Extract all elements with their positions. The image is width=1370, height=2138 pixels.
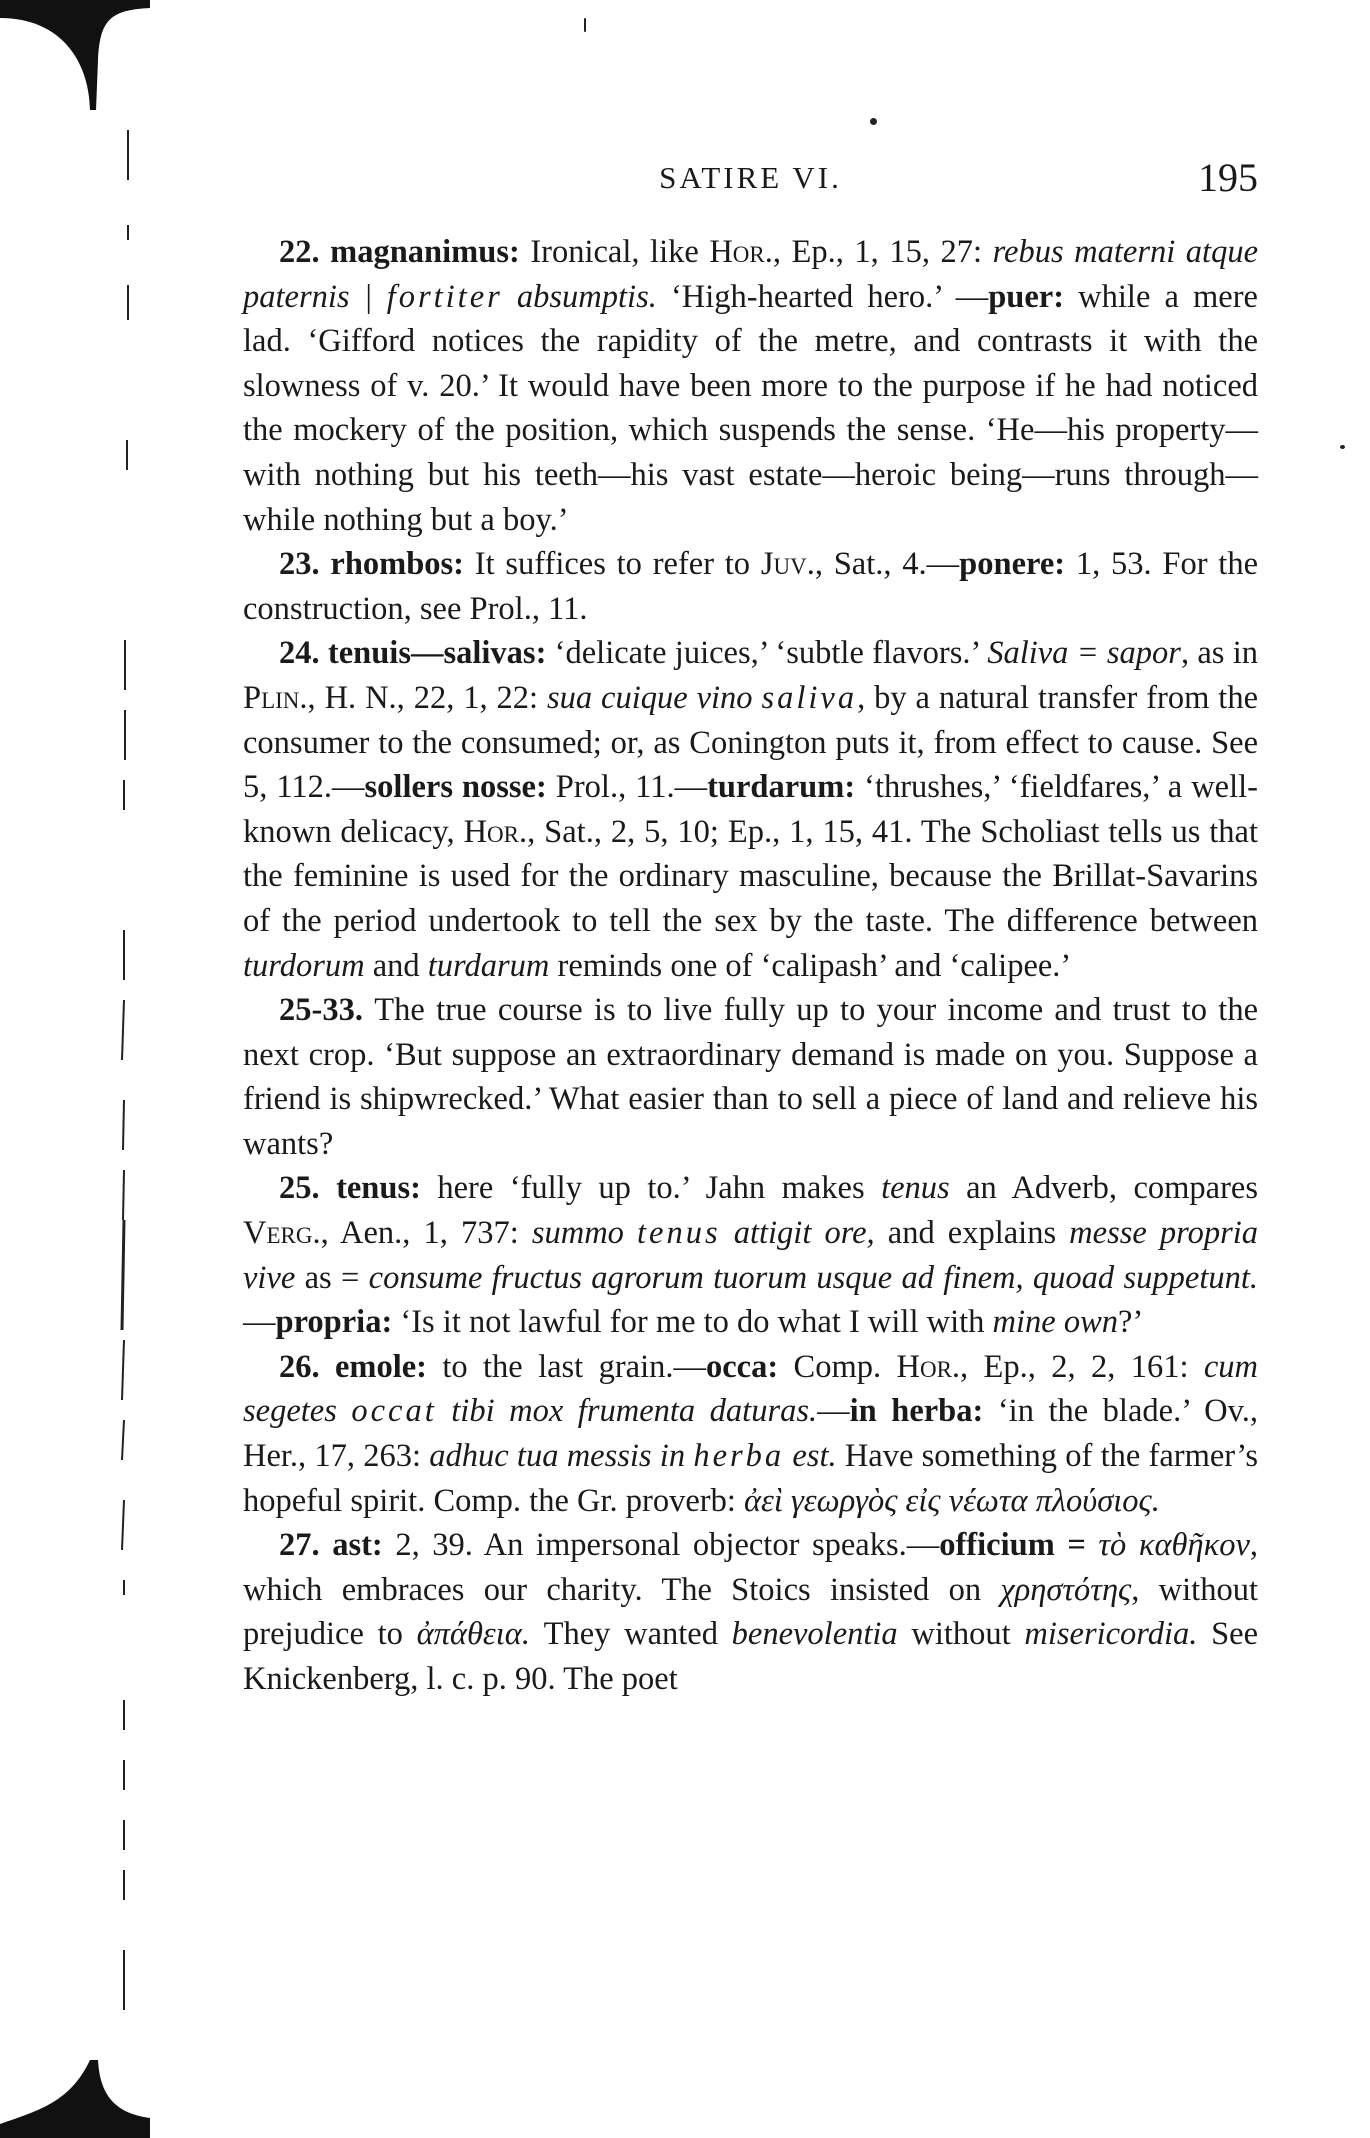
note-text: They wanted [529,1616,732,1653]
author-abbr: Juv. [760,546,815,583]
lemma: puer: [988,278,1079,315]
quotation: sua cuique vino [546,679,762,716]
note-text: to the last grain.— [442,1348,706,1385]
note-text: , Ep., 2, 2, 161: [960,1348,1204,1385]
lemma: 25. tenus: [279,1170,438,1207]
quotation: attigit ore, [720,1215,875,1252]
quotation: fortiter [386,278,503,315]
page-number: 195 [1198,155,1258,200]
note-text: , H. N., 22, 1, 22: [307,679,547,716]
binding-shadow [0,0,150,2138]
note-text: Have something of the farmer’s hopeful spirit. Comp. the Gr. proverb: [243,1438,1258,1519]
note-text: 1, 53. For the construction, see Prol., 11. [243,546,1259,627]
note-text: ‘thrushes,’ ‘fieldfares,’ a well-known delicacy, [243,769,1258,850]
note-text: See Knickenberg, l. c. p. 90. The poet [243,1616,1259,1697]
author-abbr: Verg. [243,1215,321,1252]
quotation: Saliva = sapor [987,635,1181,672]
note-text: ‘Is it not lawful for me to do what I will with [400,1304,993,1341]
quotation: turdarum [427,947,550,984]
lemma: 24. tenuis—salivas: [279,635,555,672]
note-text: here ‘fully up to.’ Jahn makes [437,1170,882,1207]
quotation: cum segetes [243,1348,1258,1430]
note-text: Ironical, like [530,234,710,270]
page-header [243,155,1258,210]
quotation: τὸ καθῆκον [1098,1527,1250,1564]
author-abbr: Hor. [896,1348,961,1385]
speck [584,18,586,32]
note-text: — [817,1393,850,1430]
quotation: ἀεὶ γεωργὸς εἰς νέωτα πλούσιος. [743,1482,1160,1519]
lemma: 27. ast: [279,1527,396,1564]
author-abbr: Hor. [709,234,773,270]
lemma: ponere: [959,546,1076,583]
quotation: mine own [992,1304,1119,1341]
quotation: herba [693,1438,785,1475]
author-abbr: Hor. [463,813,528,850]
note-text: an Adverb, compares [949,1170,1258,1207]
note-22 [243,230,1258,542]
note-text: — [243,1304,276,1341]
lemma: turdarum: [707,769,865,806]
note-27 [243,1523,1258,1701]
note-text: ‘delicate juices,’ ‘subtle flavors.’ [554,635,988,672]
note-text: , which embraces our charity. The Stoics insisted on [243,1527,1259,1608]
note-text: The true course is to live fully up to your income and trust to the next crop. ‘But suppose an extraordinary demand is made on you. Suppose a friend is shipwrecked.’ What easier than to sell a piece of land and relieve his wants? [243,992,1258,1162]
note-text: reminds one of ‘calipash’ and ‘calipee.’ [549,947,1072,984]
note-text: Prol., 11.— [555,769,708,806]
quotation: saliva [761,679,858,716]
note-text: ?’ [1118,1304,1144,1341]
lemma: 26. emole: [279,1348,443,1385]
note-text: while a mere lad. ‘Gifford notices the rapidity of the metre, and contrasts it with the slowness of v. 20.’ It would have been more to the purpose if he had noticed the mockery of the position, which suspends the sense. ‘He—his property—with nothing but his teeth—his vast estate—heroic being—runs through—while nothing but a boy.’ [243,278,1258,538]
lemma: sollers nosse: [364,769,556,806]
running-title: SATIRE VI. [659,160,842,195]
lemma: 23. rhombos: [279,546,475,583]
lemma: propria: [275,1304,401,1341]
quotation: summo [531,1215,638,1252]
quotation: tenus [881,1170,950,1207]
quotation: absumptis. [502,278,657,315]
quotation: χρηστότης [1000,1571,1132,1608]
lemma: 22. magnanimus: [279,234,531,270]
note-text: , Ep., 1, 15, 27: [772,234,993,270]
note-24 [243,631,1258,988]
lemma: occa: [705,1348,794,1385]
commentary-body [243,230,1258,1702]
note-text: Comp. [793,1348,897,1385]
quotation: benevolentia [731,1616,898,1653]
quotation: ἀπάθεια. [416,1616,530,1653]
lemma: 25-33. [279,992,375,1029]
note-text: as = [295,1259,369,1296]
quotation: misericordia. [1024,1616,1198,1653]
note-text: It suffices to refer to [474,546,761,583]
lemma: in herba: [849,1393,998,1430]
quotation: rebus materni atque paternis | [243,234,1258,315]
note-text: , Aen., 1, 737: [320,1215,532,1252]
note-23 [243,542,1258,631]
quotation: tibi mox frumenta daturas. [436,1393,818,1430]
quotation: messe propria vive [243,1215,1258,1296]
note-text: , Sat., 2, 5, 10; Ep., 1, 15, 41. The Scholiast tells us that the feminine is used for the ordinary masculine, because the Brillat-Savarins of the period undertook to tell the sex by the taste. The difference between [243,813,1259,939]
note-text: ‘High-hearted hero.’ — [656,278,989,315]
note-text: , without prejudice to [243,1571,1258,1653]
lemma: officium = [939,1527,1099,1564]
speck [870,118,877,125]
quotation: adhuc tua messis in [429,1438,694,1475]
speck [1340,445,1345,449]
note-25-33 [243,988,1258,1166]
note-25 [243,1166,1258,1344]
note-text: and explains [874,1215,1070,1252]
quotation: occat [351,1393,437,1430]
note-26 [243,1345,1258,1523]
note-text: , as in [1180,635,1258,672]
note-text: , by a natural transfer from the consumer to the consumed; or, as Conington puts it, from effect to cause. See 5, 112.— [243,679,1258,806]
note-text: and [364,947,428,984]
quotation: consume fructus agrorum tuorum usque ad finem, quoad suppetunt. [368,1259,1258,1296]
quotation: tenus [637,1215,721,1252]
note-text: 2, 39. An impersonal objector speaks.— [395,1527,940,1564]
note-text: , Sat., 4.— [814,546,960,583]
note-text: without [897,1616,1025,1653]
quotation: est. [784,1438,837,1475]
quotation: turdorum [243,947,365,984]
note-text: ‘in the blade.’ Ov., Her., 17, 263: [243,1393,1258,1475]
author-abbr: Plin. [243,679,308,716]
